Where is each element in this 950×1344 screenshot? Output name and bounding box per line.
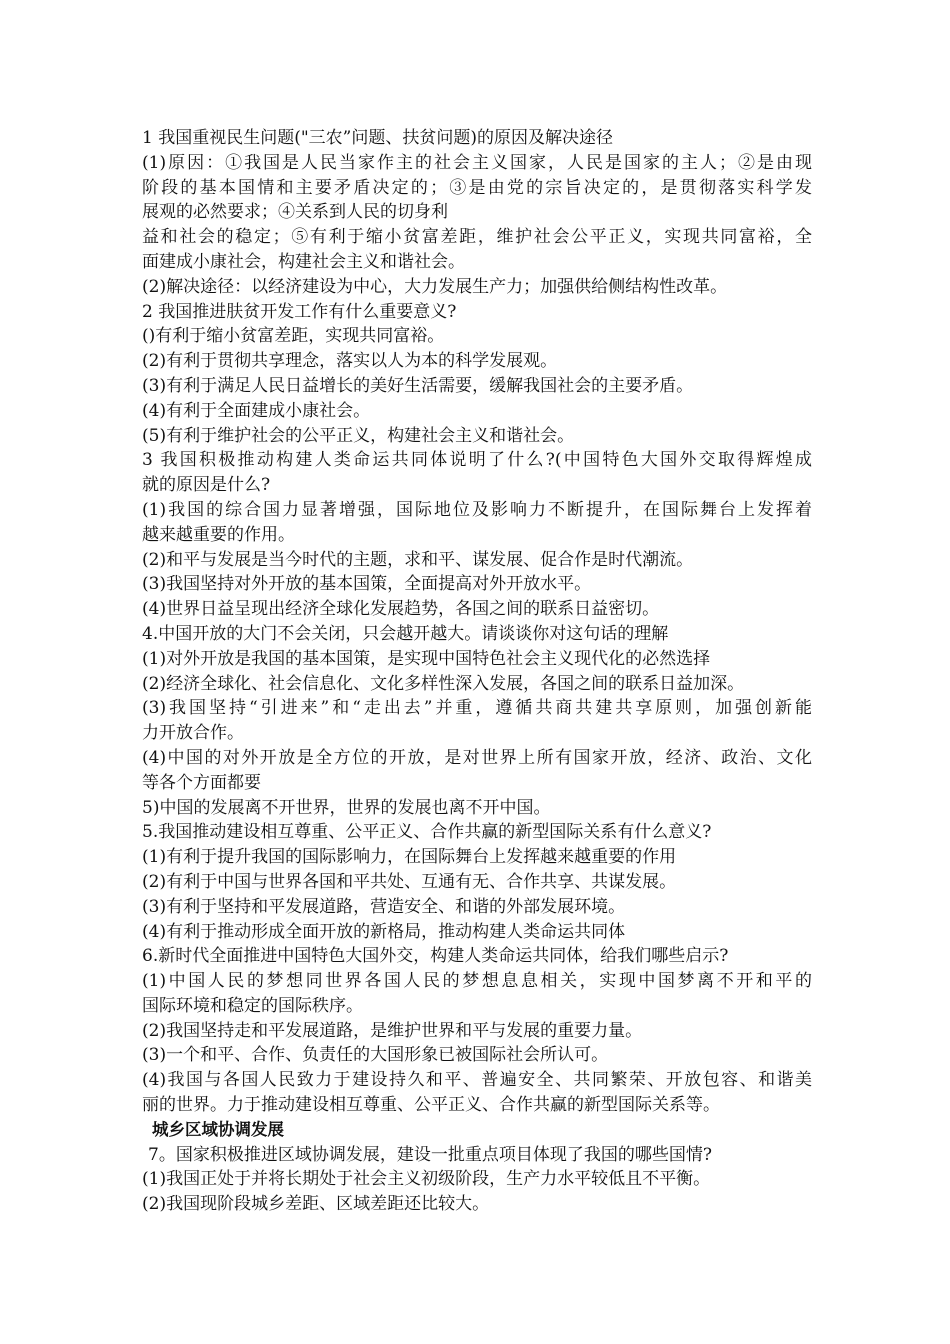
q1-title: 1 我国重视民生问题("三农”问题、扶贫问题)的原因及解决途径: [142, 128, 613, 148]
q5-answer-1: (1)有利于提升我国的国际影响力，在国际舞台上发挥越来越重要的作用: [142, 847, 677, 868]
q6-answer-2: (2)我国坚持走和平发展道路，是维护世界和平与发展的重要力量。: [142, 1020, 643, 1041]
q7-answer-1: (1)我国正处于并将长期处于社会主义初级阶段，生产力水平较低且不平衡。: [142, 1169, 711, 1190]
q2-answer-3: (3)有利于满足人民日益增长的美好生活需要，缓解我国社会的主要矛盾。: [142, 375, 694, 396]
q2-title: 2 我国推进肤贫开发工作有什么重要意义?: [142, 301, 457, 322]
q3-answer-1-line-2: 越来越重要的作用。: [142, 524, 295, 545]
q1-reason-line-3: 展观的必然要求；④关系到人民的切身利: [142, 202, 448, 223]
q7-answer-2: (2)我国现阶段城乡差距、区域差距还比较大。: [142, 1194, 490, 1215]
q6-answer-3: (3)一个和平、合作、负责任的大国形象已被国际社会所认可。: [142, 1045, 609, 1066]
q6-answer-4-line-1: (4)我国与各国人民致力于建设持久和平、普遍安全、共同繁荣、开放包容、和谐美: [142, 1070, 812, 1091]
q4-answer-1: (1)对外开放是我国的基本国策，是实现中国特色社会主义现代化的必然选择: [142, 648, 711, 669]
q6-answer-1-line-1: (1)中国人民的梦想同世界各国人民的梦想息息相关，实现中国梦离不开和平的: [142, 971, 812, 992]
q2-answer-2: (2)有利于贯彻共享理念，落实以人为本的科学发展观。: [142, 351, 558, 372]
q5-answer-4: (4)有利于推动形成全面开放的新格局，推动构建人类命运共同体: [142, 921, 626, 942]
q5-title: 5.我国推动建设相互尊重、公平正义、合作共赢的新型国际关系有什么意义?: [142, 822, 712, 843]
q4-answer-3-line-2: 力开放合作。: [142, 723, 244, 744]
q1-reason-line-2: 阶段的基本国情和主要矛盾决定的；③是由党的宗旨决定的，是贯彻落实科学发: [142, 177, 812, 198]
q3-answer-1-line-1: (1)我国的综合国力显著增强，国际地位及影响力不断提升，在国际舞台上发挥着: [142, 499, 812, 520]
q4-answer-4-line-2: 等各个方面都要: [142, 772, 261, 793]
q1-solution: (2)解决途径：以经济建设为中心，大力发展生产力；加强供给侧结构性改革。: [142, 276, 728, 297]
q1-reason-line-1: (1)原因：①我国是人民当家作主的社会主义国家，人民是国家的主人；②是由现: [142, 152, 812, 173]
q1-reason-line-5: 面建成小康社会，构建社会主义和谐社会。: [142, 251, 465, 272]
q2-answer-1: ()有利于缩小贫富差距，实现共同富裕。: [142, 326, 445, 347]
q6-title: 6.新时代全面推进中国特色大国外交，构建人类命运共同体，给我们哪些启示?: [142, 946, 729, 967]
document-page: [142, 126, 812, 1217]
q3-answer-2: (2)和平与发展是当今时代的主题，求和平、谋发展、促合作是时代潮流。: [142, 549, 694, 570]
q2-answer-4: (4)有利于全面建成小康社会。: [142, 400, 371, 421]
q3-answer-4: (4)世界日益呈现出经济全球化发展趋势，各国之间的联系日益密切。: [142, 599, 660, 620]
section-heading: 城乡区域协调发展: [152, 1119, 284, 1139]
q3-answer-3: (3)我国坚持对外开放的基本国策，全面提高对外开放水平。: [142, 574, 592, 595]
q4-answer-5: 5)中国的发展离不开世界，世界的发展也离不开中国。: [142, 797, 551, 818]
q2-answer-5: (5)有利于维护社会的公平正义，构建社会主义和谐社会。: [142, 425, 575, 446]
q6-answer-4-line-2: 丽的世界。力于推动建设相互尊重、公平正义、合作共赢的新型国际关系等。: [142, 1095, 720, 1116]
q4-answer-4-line-1: (4)中国的对外开放是全方位的开放，是对世界上所有国家开放，经济、政治、文化: [142, 747, 812, 768]
q4-title: 4.中国开放的大门不会关闭，只会越开越大。请谈谈你对这句话的理解: [142, 623, 669, 644]
q3-title-line-1: 3 我国积极推动构建人类命运共同体说明了什么?(中国特色大国外交取得辉煌成: [142, 450, 812, 471]
q7-title: 7。国家积极推进区域协调发展，建设一批重点项目体现了我国的哪些国情?: [148, 1144, 712, 1165]
q1-reason-line-4: 益和社会的稳定；⑤有利于缩小贫富差距，维护社会公平正义，实现共同富裕，全: [142, 227, 812, 248]
q5-answer-3: (3)有利于坚持和平发展道路，营造安全、和谐的外部发展环境。: [142, 896, 626, 917]
q6-answer-1-line-2: 国际环境和稳定的国际秩序。: [142, 995, 363, 1016]
q5-answer-2: (2)有利于中国与世界各国和平共处、互通有无、合作共享、共谋发展。: [142, 871, 677, 892]
q4-answer-3-line-1: (3)我国坚持“引进来”和“走出去”并重，遵循共商共建共享原则，加强创新能: [142, 698, 812, 719]
q4-answer-2: (2)经济全球化、社会信息化、文化多样性深入发展，各国之间的联系日益加深。: [142, 673, 745, 694]
q3-title-line-2: 就的原因是什么?: [142, 475, 271, 496]
